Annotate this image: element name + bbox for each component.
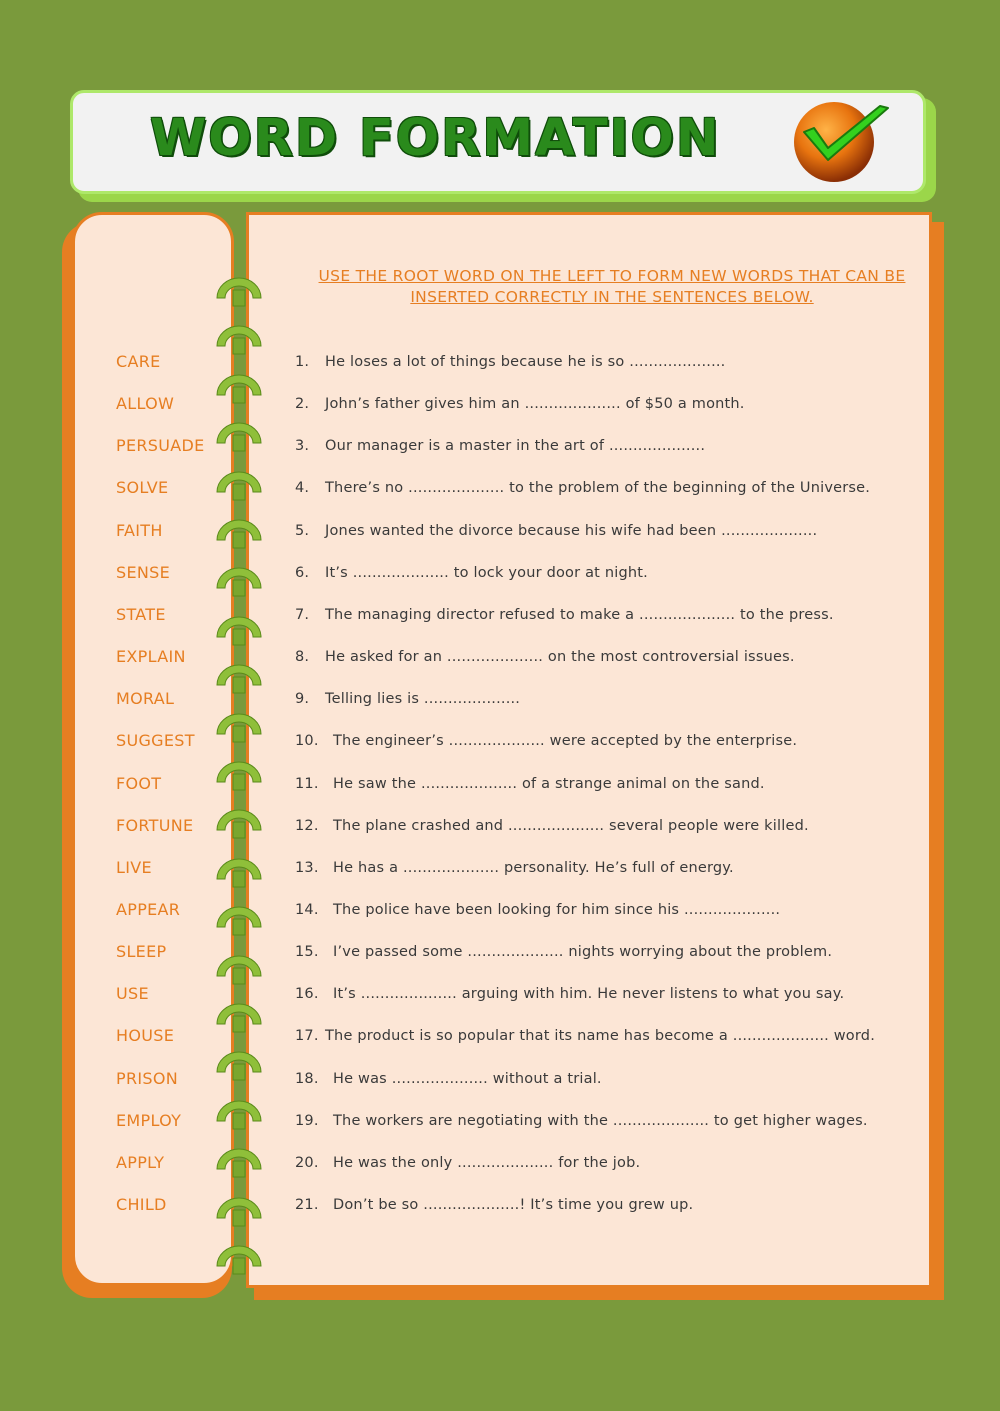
sentence-item <box>295 605 834 625</box>
sentence-text: John’s father gives him an .................... of $50 a month. <box>325 396 745 412</box>
sentence-number: 8. <box>295 649 310 665</box>
binder-ring-icon <box>213 1143 265 1179</box>
checkmark-icon <box>788 96 894 188</box>
sentence-number: 11. <box>295 776 319 792</box>
sentence-text: He was the only .................... for the job. <box>333 1155 641 1171</box>
root-word: SLEEP <box>116 942 167 961</box>
sentence-item <box>295 394 745 414</box>
root-word: APPLY <box>116 1153 165 1172</box>
sentence-item <box>295 774 765 794</box>
sentence-number: 19. <box>295 1113 319 1129</box>
sentence-text: It’s .................... to lock your door at night. <box>325 565 648 581</box>
binder-ring-icon <box>213 1240 265 1276</box>
sentence-number: 4. <box>295 480 310 496</box>
sentence-item <box>295 478 870 498</box>
sentence-text: The plane crashed and .................... several people were killed. <box>333 818 809 834</box>
sentence-text: The managing director refused to make a .................... to the press. <box>325 607 834 623</box>
sentence-item <box>295 984 844 1004</box>
binder-ring-icon <box>213 272 265 308</box>
sentence-number: 20. <box>295 1155 319 1171</box>
root-word: STATE <box>116 605 166 624</box>
sentence-number: 13. <box>295 860 319 876</box>
root-word: APPEAR <box>116 900 181 919</box>
root-word: FAITH <box>116 521 163 540</box>
sentence-item <box>295 521 817 541</box>
binder-ring-icon <box>213 998 265 1034</box>
page-title: WORD FORMATION <box>150 109 721 168</box>
sentence-number: 3. <box>295 438 310 454</box>
sentence-text: He saw the .................... of a strange animal on the sand. <box>333 776 765 792</box>
root-word: FORTUNE <box>116 816 194 835</box>
root-word: SUGGEST <box>116 731 195 750</box>
sentence-text: There’s no .................... to the problem of the beginning of the Universe. <box>325 480 871 496</box>
sentence-number: 9. <box>295 691 310 707</box>
sentence-item <box>295 436 705 456</box>
sentence-item <box>295 647 795 667</box>
sentence-number: 21. <box>295 1197 319 1213</box>
root-word: SENSE <box>116 563 170 582</box>
sentence-number: 12. <box>295 818 319 834</box>
binder-ring-icon <box>213 804 265 840</box>
sentence-text: The workers are negotiating with the .................... to get higher wages. <box>333 1113 868 1129</box>
sentence-item <box>295 352 726 372</box>
sentence-item <box>295 563 648 583</box>
root-word: PRISON <box>116 1069 179 1088</box>
sentence-item <box>295 858 734 878</box>
sentence-item <box>295 900 780 920</box>
sentence-text: It’s .................... arguing with him. He never listens to what you say. <box>333 986 845 1002</box>
binder-ring-icon <box>213 611 265 647</box>
root-word: SOLVE <box>116 478 169 497</box>
root-word: PERSUADE <box>116 436 205 455</box>
sentence-text: He has a .................... personality. He’s full of energy. <box>333 860 734 876</box>
binder-ring-icon <box>213 950 265 986</box>
sentence-item <box>295 816 809 836</box>
binder-ring-icon <box>213 1192 265 1228</box>
binder-ring-icon <box>213 1046 265 1082</box>
sentence-text: The product is so popular that its name has become a .................... word. <box>325 1028 875 1044</box>
sentence-text: Don’t be so ....................! It’s time you grew up. <box>333 1197 694 1213</box>
binder-ring-icon <box>213 756 265 792</box>
root-word: USE <box>116 984 149 1003</box>
binder-ring-icon <box>213 417 265 453</box>
instructions <box>306 266 918 308</box>
sentence-number: 5. <box>295 523 310 539</box>
root-word: ALLOW <box>116 394 175 413</box>
sentence-item <box>295 1153 640 1173</box>
sentence-number: 16. <box>295 986 319 1002</box>
sentence-item <box>295 1195 693 1215</box>
binder-ring-icon <box>213 708 265 744</box>
sentence-number: 10. <box>295 733 319 749</box>
sentence-text: He asked for an .................... on the most controversial issues. <box>325 649 795 665</box>
root-word: CARE <box>116 352 161 371</box>
sentence-text: Jones wanted the divorce because his wife had been .................... <box>325 523 818 539</box>
sentence-text: The police have been looking for him since his .................... <box>333 902 781 918</box>
sentence-item <box>295 1111 868 1131</box>
root-word: CHILD <box>116 1195 167 1214</box>
binder-ring-icon <box>213 514 265 550</box>
instructions-line-1: USE THE ROOT WORD ON THE LEFT TO FORM NEW WORDS THAT CAN BE <box>318 267 906 285</box>
root-word: HOUSE <box>116 1026 175 1045</box>
sentence-text: He loses a lot of things because he is so .................... <box>325 354 726 370</box>
root-word: LIVE <box>116 858 152 877</box>
sentence-item <box>295 731 797 751</box>
sentence-item <box>295 689 520 709</box>
sentence-text: I’ve passed some .................... nights worrying about the problem. <box>333 944 833 960</box>
binder-ring-icon <box>213 901 265 937</box>
sentence-number: 17. <box>295 1028 319 1044</box>
root-word: FOOT <box>116 774 162 793</box>
instructions-line-2: INSERTED CORRECTLY IN THE SENTENCES BELOW. <box>410 288 814 306</box>
sentence-number: 14. <box>295 902 319 918</box>
sentence-text: Telling lies is .................... <box>325 691 521 707</box>
binder-ring-icon <box>213 853 265 889</box>
binder-ring-icon <box>213 369 265 405</box>
root-word: MORAL <box>116 689 175 708</box>
root-word: EMPLOY <box>116 1111 182 1130</box>
sentence-number: 15. <box>295 944 319 960</box>
binder-ring-icon <box>213 659 265 695</box>
sentence-item <box>295 942 832 962</box>
binder-ring-icon <box>213 466 265 502</box>
root-word: EXPLAIN <box>116 647 186 666</box>
binder-ring-icon <box>213 320 265 356</box>
sentence-item <box>295 1069 602 1089</box>
sentence-text: The engineer’s .................... were accepted by the enterprise. <box>333 733 798 749</box>
sentence-item <box>295 1026 875 1046</box>
binder-ring-icon <box>213 1095 265 1131</box>
sentence-number: 6. <box>295 565 310 581</box>
sentence-number: 2. <box>295 396 310 412</box>
sentence-number: 18. <box>295 1071 319 1087</box>
sentence-number: 7. <box>295 607 310 623</box>
sentence-text: Our manager is a master in the art of .................... <box>325 438 706 454</box>
binder-ring-icon <box>213 562 265 598</box>
sentence-number: 1. <box>295 354 310 370</box>
sentence-text: He was .................... without a trial. <box>333 1071 602 1087</box>
